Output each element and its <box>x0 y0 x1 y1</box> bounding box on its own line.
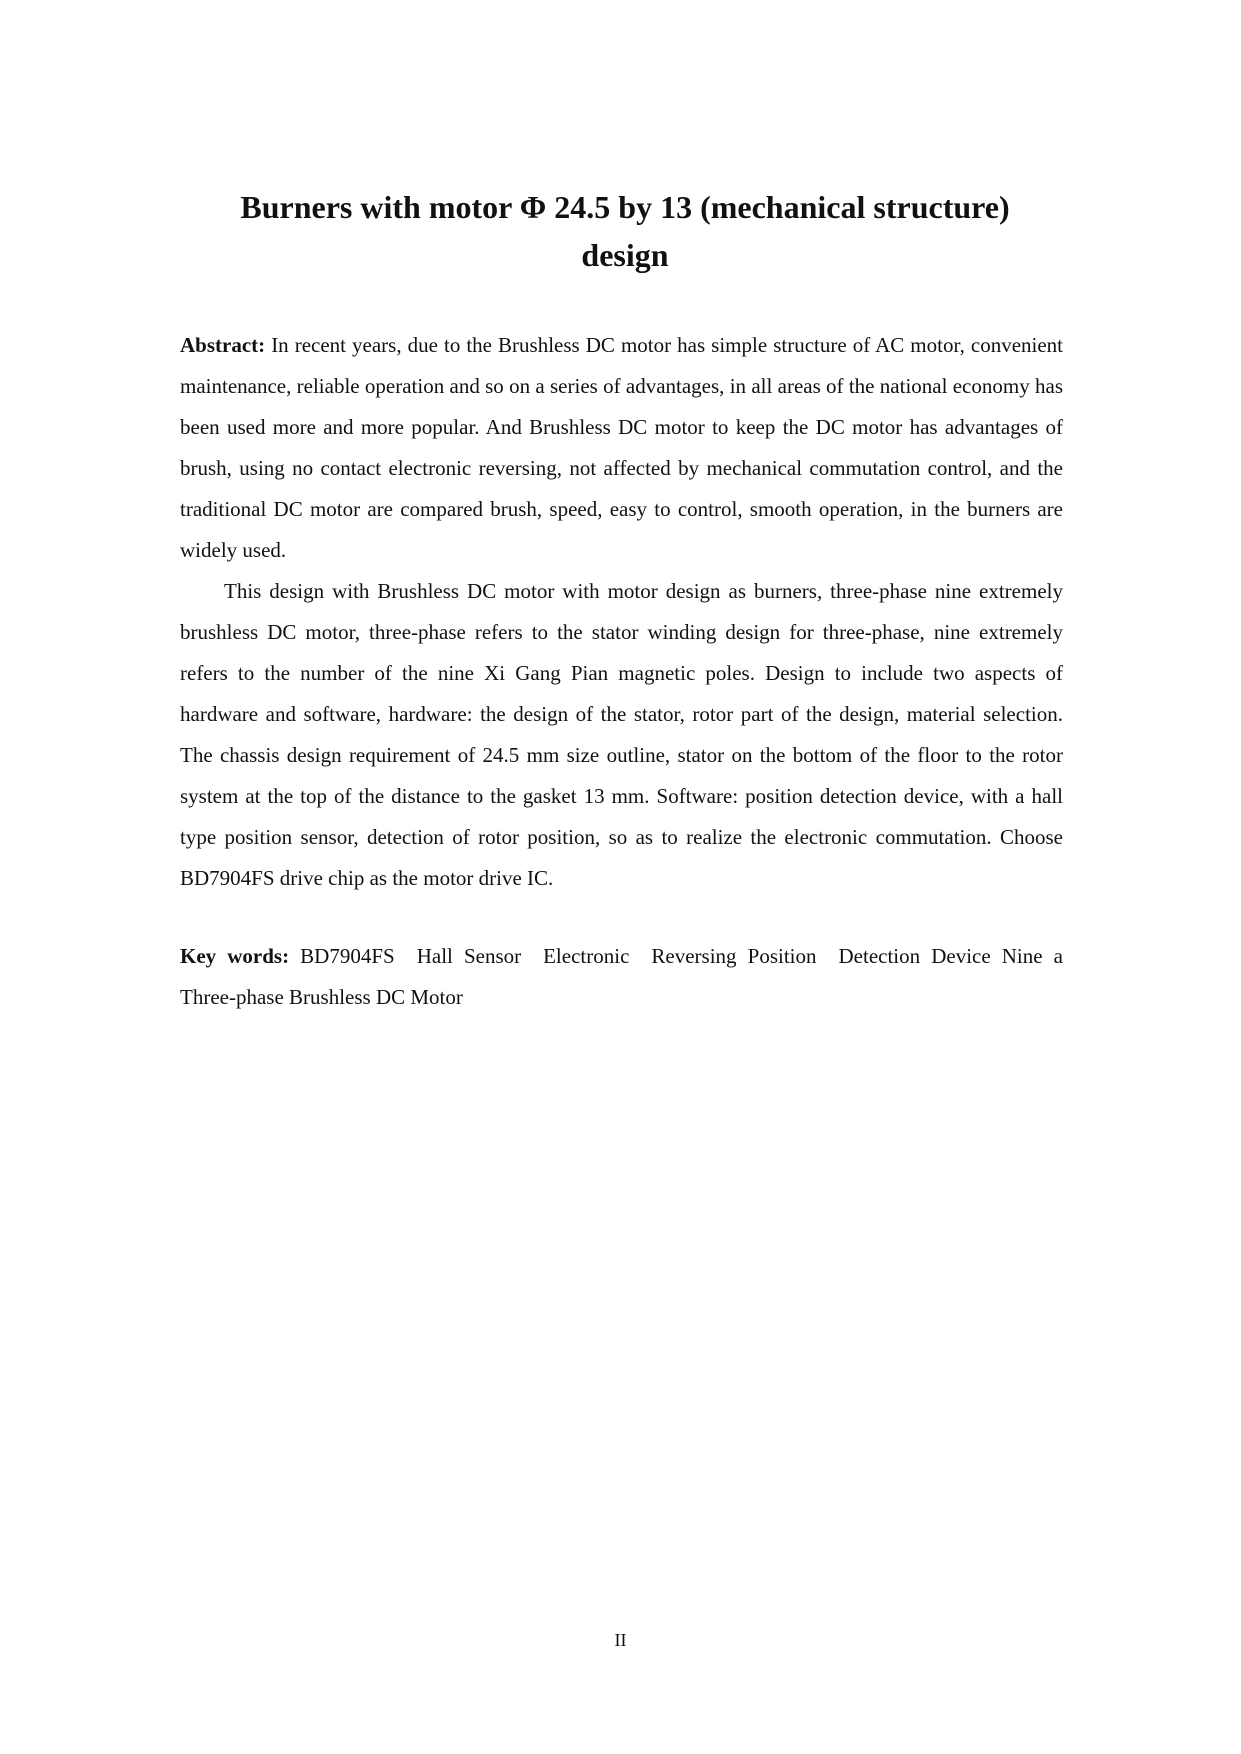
keyword-item: Hall Sensor <box>416 944 522 968</box>
abstract-paragraph-1-text: In recent years, due to the Brushless DC motor has simple structure of AC motor, convenient maintenance, reliable operation and so on a series of advantages, in all areas of the national economy has been used more and more popular. And Brushless DC motor to keep the DC motor has advantages of brush, using no contact electronic reversing, not affected by mechanical commutation control, and the traditional DC motor are compared brush, speed, easy to control, smooth operation, in the burners are widely used. <box>180 333 1064 562</box>
keywords-section <box>180 936 1063 1018</box>
keywords-label: Key words: <box>180 944 290 968</box>
abstract-paragraph-2: This design with Brushless DC motor with motor design as burners, three-phase nine extremely brushless DC motor, three-phase refers to the stator winding design for three-phase, nine extremely refers to the number of the nine Xi Gang Pian magnetic poles. Design to include two aspects of hardware and software, hardware: the design of the stator, rotor part of the design, material selection. The chassis design requirement of 24.5 mm size outline, stator on the bottom of the floor to the rotor system at the top of the distance to the gasket 13 mm. Software: position detection device, with a hall type position sensor, detection of rotor position, so as to realize the electronic commutation. Choose BD7904FS drive chip as the motor drive IC. <box>180 579 1063 890</box>
abstract-paragraph-1 <box>180 325 1063 571</box>
page-title <box>180 183 1070 279</box>
title-line-1: Burners with motor Φ 24.5 by 13 (mechanical structure) <box>240 189 1010 225</box>
abstract-section <box>180 325 1063 899</box>
keyword-item: Electronic <box>543 944 630 968</box>
keyword-item: Detection Device Nine a Three-phase Brushless DC Motor <box>180 944 1063 1009</box>
keyword-item: Reversing Position <box>651 944 817 968</box>
keyword-item: BD7904FS <box>300 944 395 968</box>
title-line-2: design <box>581 237 669 273</box>
keywords-paragraph <box>180 936 1063 1018</box>
page-number: II <box>614 1630 627 1650</box>
abstract-label: Abstract: <box>180 333 266 357</box>
